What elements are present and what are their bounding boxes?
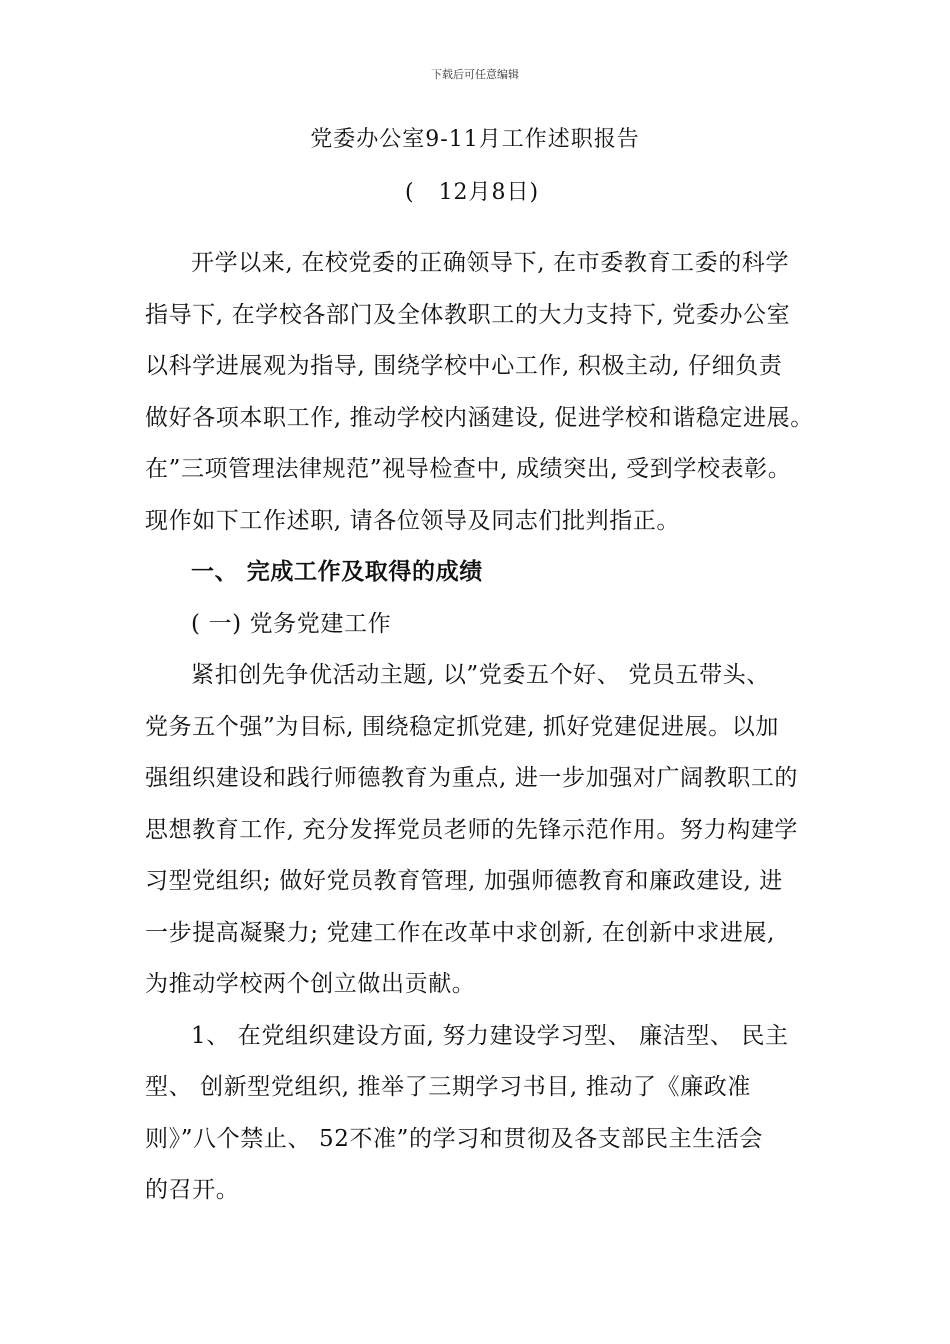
paragraph-line: 紧扣创先争优活动主题, 以”党委五个好、 党员五带头、 [191, 662, 770, 688]
paragraph-line: 则》”八个禁止、 52不准”的学习和贯彻及各支部民主生活会 [145, 1125, 763, 1152]
paragraph-line: 做好各项本职工作, 推动学校内涵建设, 促进学校和谐稳定进展。 [145, 404, 814, 431]
header-note: 下载后可任意编辑 [431, 68, 519, 81]
section-heading: 一、 完成工作及取得的成绩 [191, 559, 483, 585]
paragraph-line: 强组织建设和践行师德教育为重点, 进一步加强对广阔教职工的 [145, 765, 799, 791]
paragraph-line: 现作如下工作述职, 请各位领导及同志们批判指正。 [145, 507, 681, 534]
paragraph-line: 思想教育工作, 充分发挥党员老师的先锋示范作用。努力构建学 [145, 816, 799, 843]
document-date: ( 12月8日) [405, 180, 540, 205]
paragraph-line: 一步提高凝聚力; 党建工作在改革中求创新, 在创新中求进展, [145, 919, 775, 946]
document-body [145, 238, 825, 1217]
paragraph-line: 为推动学校两个创立做出贡献。 [145, 971, 476, 997]
paragraph-line: 习型党组织; 做好党员教育管理, 加强师德教育和廉政建设, 进 [145, 868, 783, 894]
paragraph-line: 开学以来, 在校党委的正确领导下, 在市委教育工委的科学 [191, 250, 790, 276]
paragraph-line: 型、 创新型党组织, 推举了三期学习书目, 推动了《廉政准 [145, 1074, 751, 1100]
document-title: 党委办公室9-11月工作述职报告 [310, 127, 640, 152]
paragraph-line: 在”三项管理法律规范”视导检查中, 成绩突出, 受到学校表彰。 [145, 456, 792, 482]
paragraph-line: 的召开。 [145, 1177, 240, 1203]
paragraph-line: 指导下, 在学校各部门及全体教职工的大力支持下, 党委办公室 [145, 301, 791, 328]
paragraph-line: 1、 在党组织建设方面, 努力建设学习型、 廉洁型、 民主 [191, 1022, 789, 1049]
paragraph-line: 党务五个强”为目标, 围绕稳定抓党建, 抓好党建促进展。以加 [145, 713, 780, 740]
paragraph-line: 以科学进展观为指导, 围绕学校中心工作, 积极主动, 仔细负责 [145, 353, 783, 379]
subsection-heading: ( 一) 党务党建工作 [191, 610, 392, 637]
